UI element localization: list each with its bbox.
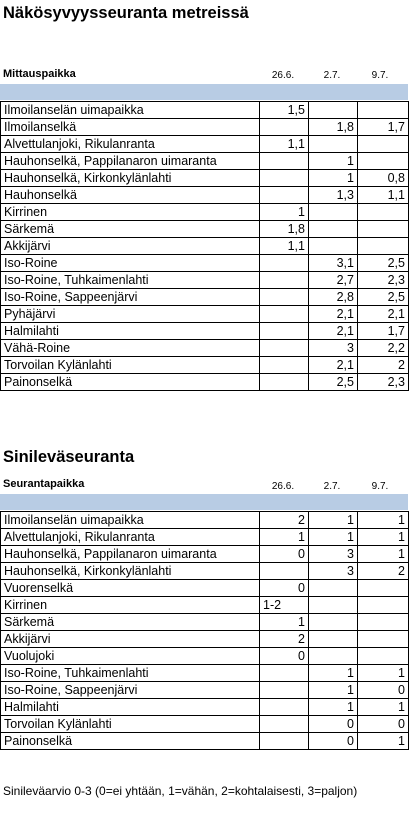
date-header-3: 9.7. (371, 70, 389, 81)
value-cell-3 (358, 238, 409, 255)
place-cell: Vuolujoki (1, 648, 260, 665)
value-cell-2: 1 (309, 665, 358, 682)
date-header-2: 2.7. (323, 481, 341, 492)
table-row (1, 733, 409, 750)
header-band (0, 494, 408, 510)
value-cell-1: 0 (260, 648, 309, 665)
value-cell-3: 0 (358, 716, 409, 733)
value-cell-3 (358, 614, 409, 631)
value-cell-1 (260, 716, 309, 733)
table-row (1, 306, 409, 323)
measurement-place-header: Mittauspaikka (3, 68, 76, 80)
value-cell-1 (260, 187, 309, 204)
value-cell-3: 2,1 (358, 306, 409, 323)
table-row (1, 563, 409, 580)
value-cell-1: 1 (260, 529, 309, 546)
value-cell-2: 1 (309, 682, 358, 699)
place-cell: Pyhäjärvi (1, 306, 260, 323)
table-row (1, 614, 409, 631)
table-row (1, 170, 409, 187)
value-cell-1 (260, 340, 309, 357)
value-cell-2: 1 (309, 512, 358, 529)
value-cell-2: 1 (309, 699, 358, 716)
value-cell-1 (260, 119, 309, 136)
value-cell-2 (309, 102, 358, 119)
place-cell: Painonselkä (1, 374, 260, 391)
value-cell-2: 2,5 (309, 374, 358, 391)
value-cell-1 (260, 357, 309, 374)
value-cell-3: 2,3 (358, 374, 409, 391)
table-row (1, 153, 409, 170)
value-cell-2: 2,1 (309, 357, 358, 374)
value-cell-2: 3 (309, 546, 358, 563)
place-cell: Akkijärvi (1, 238, 260, 255)
value-cell-2: 2,1 (309, 306, 358, 323)
table-row (1, 289, 409, 306)
value-cell-3: 1,7 (358, 119, 409, 136)
value-cell-3: 1 (358, 733, 409, 750)
place-cell: Iso-Roine, Tuhkaimenlahti (1, 665, 260, 682)
table-row (1, 648, 409, 665)
table-row (1, 665, 409, 682)
value-cell-1: 2 (260, 631, 309, 648)
place-cell: Kirrinen (1, 597, 260, 614)
value-cell-1 (260, 374, 309, 391)
value-cell-1: 1,5 (260, 102, 309, 119)
value-cell-3: 2,5 (358, 289, 409, 306)
value-cell-2: 0 (309, 716, 358, 733)
place-cell: Ilmoilanselän uimapaikka (1, 102, 260, 119)
table-row (1, 597, 409, 614)
value-cell-3 (358, 153, 409, 170)
value-cell-3: 2,3 (358, 272, 409, 289)
value-cell-1: 1,1 (260, 238, 309, 255)
table-row (1, 512, 409, 529)
value-cell-1: 1-2 (260, 597, 309, 614)
value-cell-1 (260, 306, 309, 323)
place-cell: Hauhonselkä, Kirkonkylänlahti (1, 563, 260, 580)
table-row (1, 119, 409, 136)
value-cell-3: 1 (358, 665, 409, 682)
value-cell-1: 0 (260, 580, 309, 597)
place-cell: Särkemä (1, 614, 260, 631)
place-cell: Ilmoilanselkä (1, 119, 260, 136)
value-cell-1 (260, 323, 309, 340)
value-cell-2 (309, 238, 358, 255)
value-cell-3 (358, 102, 409, 119)
value-cell-3: 1 (358, 699, 409, 716)
table-row (1, 255, 409, 272)
value-cell-1 (260, 665, 309, 682)
place-cell: Kirrinen (1, 204, 260, 221)
value-cell-3 (358, 136, 409, 153)
place-cell: Iso-Roine, Tuhkaimenlahti (1, 272, 260, 289)
table-row (1, 340, 409, 357)
value-cell-3: 2,5 (358, 255, 409, 272)
value-cell-2: 0 (309, 733, 358, 750)
place-cell: Vähä-Roine (1, 340, 260, 357)
value-cell-2 (309, 580, 358, 597)
value-cell-3: 0 (358, 682, 409, 699)
table-row (1, 204, 409, 221)
value-cell-3 (358, 631, 409, 648)
value-cell-3: 1,1 (358, 187, 409, 204)
place-cell: Alvettulanjoki, Rikulanranta (1, 529, 260, 546)
table-row (1, 272, 409, 289)
value-cell-2: 2,7 (309, 272, 358, 289)
table-row (1, 580, 409, 597)
value-cell-1: 2 (260, 512, 309, 529)
value-cell-2 (309, 136, 358, 153)
value-cell-2 (309, 648, 358, 665)
date-header-2: 2.7. (323, 70, 341, 81)
value-cell-3: 1 (358, 546, 409, 563)
value-cell-2 (309, 204, 358, 221)
table-row (1, 357, 409, 374)
value-cell-1 (260, 289, 309, 306)
value-cell-3: 2,2 (358, 340, 409, 357)
place-cell: Hauhonselkä, Kirkonkylänlahti (1, 170, 260, 187)
date-header-3: 9.7. (371, 481, 389, 492)
value-cell-1: 1 (260, 204, 309, 221)
table-row (1, 136, 409, 153)
value-cell-3: 2 (358, 563, 409, 580)
secchi-depth-title: Näkösyvyysseuranta metreissä (3, 4, 249, 22)
table-row (1, 699, 409, 716)
value-cell-1 (260, 272, 309, 289)
value-cell-1 (260, 153, 309, 170)
value-cell-2: 3 (309, 563, 358, 580)
table-row (1, 631, 409, 648)
place-cell: Vuorenselkä (1, 580, 260, 597)
table-row (1, 374, 409, 391)
table-row (1, 102, 409, 119)
table-row (1, 682, 409, 699)
place-cell: Iso-Roine, Sappeenjärvi (1, 289, 260, 306)
header-band (0, 84, 408, 100)
table-row (1, 187, 409, 204)
date-header-1: 26.6. (271, 481, 295, 492)
value-cell-1 (260, 699, 309, 716)
table-row (1, 221, 409, 238)
place-cell: Torvoilan Kylänlahti (1, 716, 260, 733)
value-cell-3: 1 (358, 512, 409, 529)
value-cell-2: 1 (309, 529, 358, 546)
place-cell: Särkemä (1, 221, 260, 238)
table-row (1, 323, 409, 340)
value-cell-2: 3,1 (309, 255, 358, 272)
place-cell: Painonselkä (1, 733, 260, 750)
value-cell-2: 1,3 (309, 187, 358, 204)
blue-green-algae-title: Sinileväseuranta (3, 448, 135, 466)
value-cell-1: 1,8 (260, 221, 309, 238)
value-cell-3: 0,8 (358, 170, 409, 187)
value-cell-1: 1,1 (260, 136, 309, 153)
value-cell-2 (309, 597, 358, 614)
place-cell: Alvettulanjoki, Rikulanranta (1, 136, 260, 153)
value-cell-3 (358, 204, 409, 221)
table-row (1, 529, 409, 546)
place-cell: Iso-Roine, Sappeenjärvi (1, 682, 260, 699)
value-cell-3 (358, 580, 409, 597)
value-cell-1 (260, 255, 309, 272)
algae-table (0, 511, 409, 750)
value-cell-3 (358, 597, 409, 614)
place-cell: Hauhonselkä, Pappilanaron uimaranta (1, 153, 260, 170)
place-cell: Iso-Roine (1, 255, 260, 272)
place-cell: Halmilahti (1, 699, 260, 716)
value-cell-2: 2,1 (309, 323, 358, 340)
value-cell-1 (260, 733, 309, 750)
place-cell: Akkijärvi (1, 631, 260, 648)
algae-scale-footnote: Sinileväarvio 0-3 (0=ei yhtään, 1=vähän, 2=kohtalaisesti, 3=paljon) (3, 784, 358, 798)
value-cell-2 (309, 221, 358, 238)
value-cell-2: 1 (309, 153, 358, 170)
place-cell: Halmilahti (1, 323, 260, 340)
value-cell-1 (260, 682, 309, 699)
value-cell-3 (358, 221, 409, 238)
value-cell-2: 2,8 (309, 289, 358, 306)
value-cell-3: 1 (358, 529, 409, 546)
value-cell-3: 2 (358, 357, 409, 374)
place-cell: Ilmoilanselän uimapaikka (1, 512, 260, 529)
value-cell-1 (260, 170, 309, 187)
monitoring-place-header: Seurantapaikka (3, 478, 85, 490)
place-cell: Torvoilan Kylänlahti (1, 357, 260, 374)
secchi-depth-table (0, 101, 409, 391)
value-cell-2: 1 (309, 170, 358, 187)
value-cell-1 (260, 563, 309, 580)
date-header-1: 26.6. (271, 70, 295, 81)
table-row (1, 546, 409, 563)
value-cell-2 (309, 631, 358, 648)
value-cell-3 (358, 648, 409, 665)
value-cell-1: 0 (260, 546, 309, 563)
table-row (1, 716, 409, 733)
place-cell: Hauhonselkä (1, 187, 260, 204)
table-row (1, 238, 409, 255)
place-cell: Hauhonselkä, Pappilanaron uimaranta (1, 546, 260, 563)
value-cell-2: 3 (309, 340, 358, 357)
value-cell-2 (309, 614, 358, 631)
value-cell-2: 1,8 (309, 119, 358, 136)
value-cell-1: 1 (260, 614, 309, 631)
value-cell-3: 1,7 (358, 323, 409, 340)
